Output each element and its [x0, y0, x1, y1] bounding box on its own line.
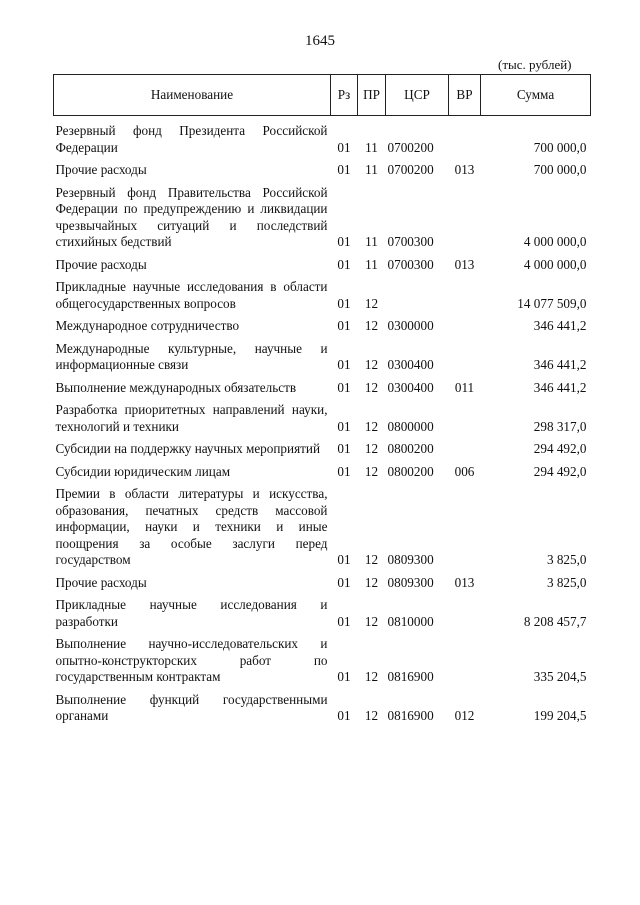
- row-name: Прочие расходы: [55, 256, 147, 272]
- budget-table: [53, 74, 591, 725]
- table-row: [54, 569, 591, 592]
- row-sum: 700 000,0: [533, 139, 587, 155]
- table-row: [54, 156, 591, 179]
- row-name: Прикладные научные исследования и разработки: [55, 597, 328, 629]
- table-row: [54, 179, 591, 251]
- row-csr: 0816900: [387, 669, 434, 684]
- row-sum: 335 204,5: [533, 669, 587, 684]
- row-sum: 346 441,2: [533, 357, 587, 372]
- row-vr: [449, 630, 481, 686]
- header-name: Наименование: [54, 75, 331, 116]
- row-name: Субсидии юридическим лицам: [55, 463, 231, 479]
- page-number: 1645: [305, 33, 335, 49]
- table-row: [54, 396, 591, 435]
- row-name: Международное сотрудничество: [55, 318, 240, 333]
- row-pr: 12: [364, 318, 379, 333]
- row-csr: 0700200: [387, 162, 434, 177]
- row-sum: 4 000 000,0: [523, 256, 587, 272]
- table-row: [54, 435, 591, 458]
- row-vr: [449, 591, 481, 630]
- table-row: [54, 630, 591, 686]
- row-rz: 01: [337, 463, 351, 479]
- row-sum: 294 492,0: [533, 441, 587, 456]
- row-sum: 700 000,0: [533, 162, 587, 177]
- row-name: Субсидии на поддержку научных мероприятий: [55, 441, 321, 456]
- row-pr: 12: [364, 613, 379, 629]
- row-rz: 01: [337, 552, 351, 567]
- table-row: [54, 458, 591, 481]
- row-csr: 0700200: [387, 139, 434, 155]
- row-rz: 01: [337, 139, 351, 155]
- row-pr: 12: [364, 574, 379, 590]
- row-sum: 8 208 457,7: [523, 613, 587, 629]
- row-csr: 0809300: [387, 552, 434, 567]
- row-sum: 298 317,0: [533, 418, 587, 434]
- row-csr: 0800200: [387, 441, 434, 456]
- header-vr: ВР: [449, 75, 481, 116]
- table-row: [54, 312, 591, 335]
- row-pr: 11: [365, 234, 378, 249]
- header-sum: Сумма: [481, 75, 591, 116]
- row-vr: 013: [454, 162, 475, 177]
- row-csr: 0300400: [387, 379, 434, 395]
- row-sum: 346 441,2: [533, 318, 587, 333]
- row-pr: 12: [364, 418, 379, 434]
- row-rz: 01: [337, 613, 351, 629]
- row-csr: 0809300: [387, 574, 434, 590]
- row-rz: 01: [337, 318, 351, 333]
- row-pr: 12: [364, 669, 379, 684]
- row-vr: [449, 312, 481, 335]
- row-rz: 01: [337, 574, 351, 590]
- row-csr: 0816900: [387, 708, 434, 723]
- row-csr: 0700300: [387, 256, 434, 272]
- row-csr: 0810000: [387, 613, 434, 629]
- row-pr: 12: [364, 441, 379, 456]
- table-row: [54, 273, 591, 312]
- row-vr: 013: [454, 256, 475, 272]
- row-csr: 0700300: [387, 234, 434, 249]
- row-name: Прикладные научные исследования в области общегосударственных вопросов: [55, 279, 328, 311]
- row-vr: 006: [454, 463, 475, 479]
- table-header: [54, 75, 591, 116]
- row-rz: 01: [337, 379, 351, 395]
- table-row: [54, 251, 591, 274]
- row-rz: 01: [337, 669, 351, 684]
- row-pr: 12: [364, 708, 379, 723]
- row-pr: 12: [364, 379, 379, 395]
- row-name: Международные культурные, научные и информационные связи: [55, 340, 328, 372]
- row-vr: [449, 335, 481, 374]
- row-name: Резервный фонд Правительства Российской Федерации по предупреждению и ликвидации чрезвычайных ситуаций и последствий стихийных бедствий: [55, 184, 328, 249]
- row-csr: 0800200: [387, 463, 434, 479]
- row-name: Выполнение научно-исследовательских и опытно-конструкторских работ по государственным контрактам: [55, 636, 328, 684]
- row-name: Резервный фонд Президента Российской Федерации: [55, 123, 328, 155]
- table-row: [54, 335, 591, 374]
- row-vr: 012: [454, 708, 475, 723]
- row-vr: 011: [454, 379, 475, 395]
- row-rz: 01: [337, 708, 351, 723]
- table-row: [54, 591, 591, 630]
- table-row: [54, 374, 591, 397]
- row-name: Выполнение функций государственными органами: [55, 691, 328, 723]
- row-pr: 12: [364, 357, 379, 372]
- row-pr: 12: [364, 463, 379, 479]
- row-csr: [386, 273, 449, 312]
- row-name: Выполнение международных обязательств: [55, 379, 297, 395]
- row-sum: 14 077 509,0: [517, 295, 587, 311]
- table-row: [54, 686, 591, 725]
- row-pr: 12: [364, 295, 379, 311]
- row-rz: 01: [337, 256, 351, 272]
- row-vr: [449, 116, 481, 157]
- row-sum: 3 825,0: [546, 552, 587, 567]
- table-row: [54, 480, 591, 569]
- row-sum: 199 204,5: [533, 708, 587, 723]
- row-rz: 01: [337, 234, 351, 249]
- row-pr: 12: [364, 552, 379, 567]
- header-pr: ПР: [358, 75, 386, 116]
- row-name: Разработка приоритетных направлений науки, технологий и техники: [55, 402, 328, 434]
- row-name: Прочие расходы: [55, 162, 147, 177]
- row-pr: 11: [365, 256, 378, 272]
- row-rz: 01: [337, 441, 351, 456]
- row-rz: 01: [337, 295, 351, 311]
- row-sum: 346 441,2: [533, 379, 587, 395]
- row-csr: 0300400: [387, 357, 434, 372]
- row-vr: [449, 480, 481, 569]
- row-rz: 01: [337, 357, 351, 372]
- row-vr: [449, 396, 481, 435]
- row-csr: 0800000: [387, 418, 434, 434]
- row-sum: 4 000 000,0: [523, 234, 587, 249]
- row-rz: 01: [337, 162, 351, 177]
- header-csr: ЦСР: [386, 75, 449, 116]
- row-sum: 294 492,0: [533, 463, 587, 479]
- row-pr: 11: [365, 162, 378, 177]
- units-note: (тыс. рублей): [498, 57, 572, 72]
- row-csr: 0300000: [387, 318, 434, 333]
- row-vr: [449, 435, 481, 458]
- row-rz: 01: [337, 418, 351, 434]
- table-body: [54, 116, 591, 725]
- header-rz: Рз: [331, 75, 358, 116]
- row-vr: 013: [454, 574, 475, 590]
- table-row: [54, 116, 591, 157]
- row-vr: [449, 179, 481, 251]
- row-sum: 3 825,0: [546, 574, 587, 590]
- row-name: Премии в области литературы и искусства, образования, печатных средств массовой информации, науки и техники и иные поощрения за особые заслуги перед государством: [55, 486, 328, 567]
- row-vr: [449, 273, 481, 312]
- row-name: Прочие расходы: [55, 574, 147, 590]
- row-pr: 11: [365, 139, 378, 155]
